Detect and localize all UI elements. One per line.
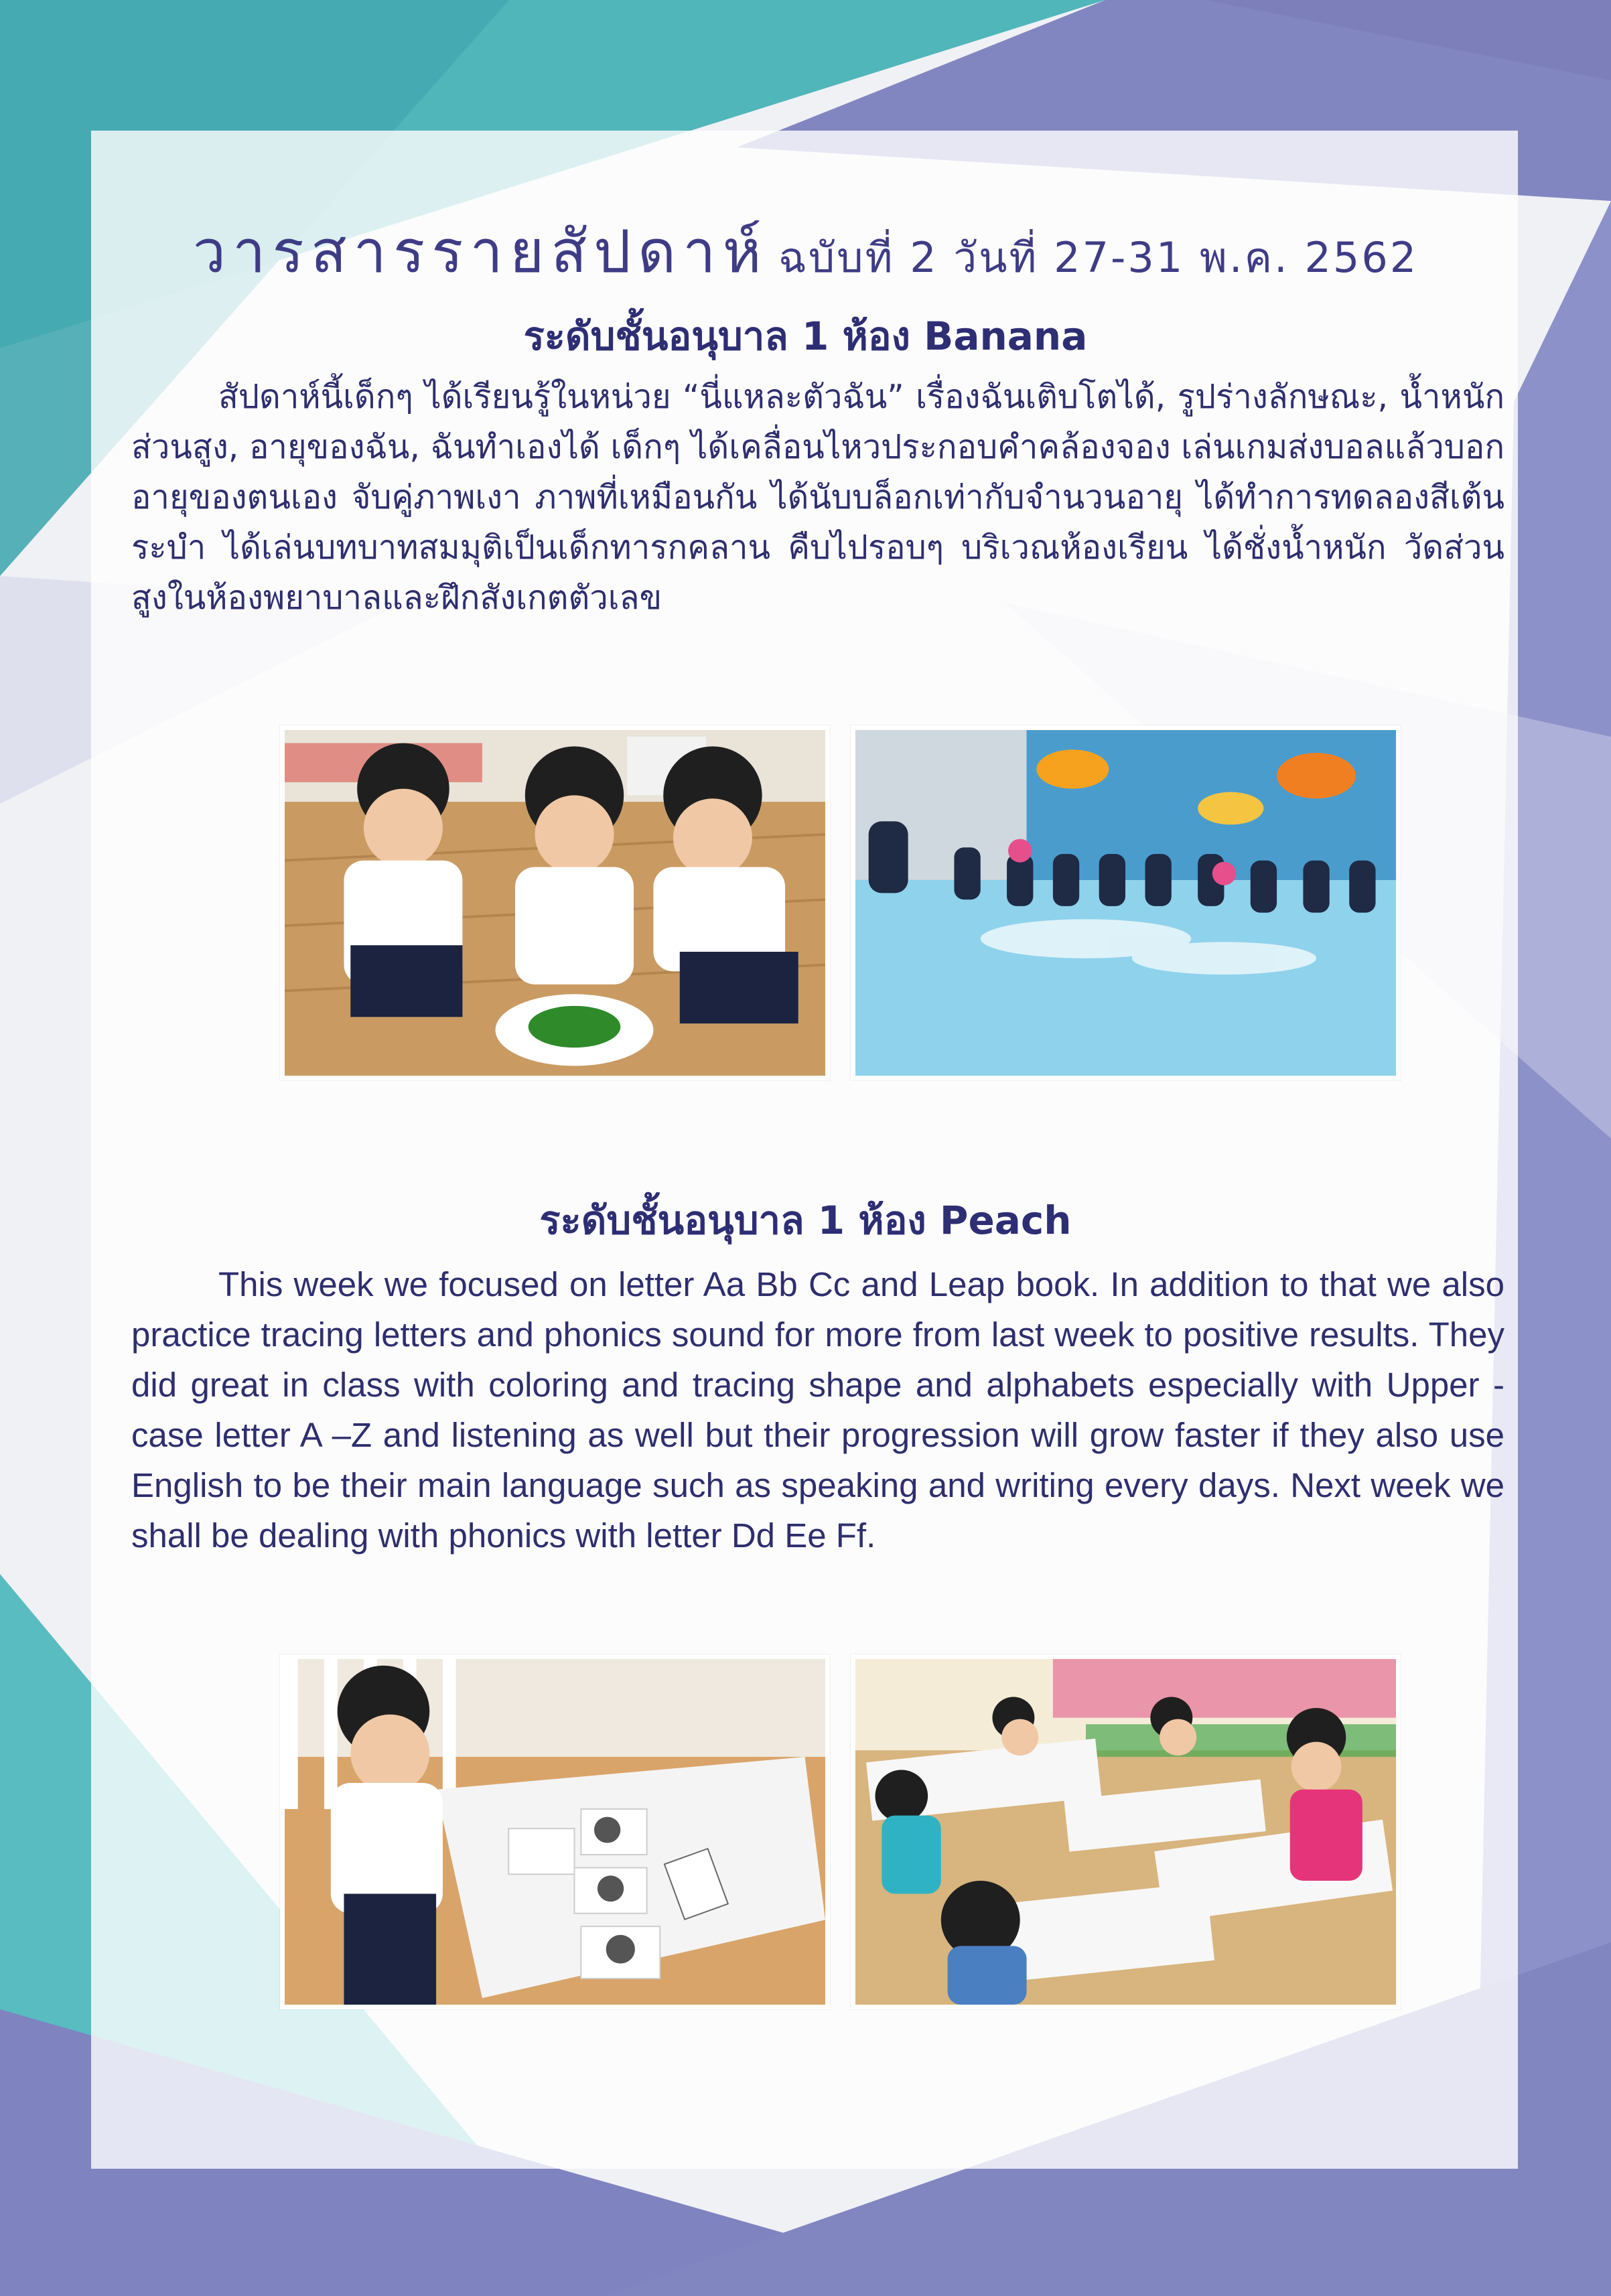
section-heading-banana: ระดับชั้นอนุบาล 1 ห้อง Banana bbox=[523, 313, 1088, 359]
photo-shadow-matching bbox=[280, 1654, 830, 2009]
masthead bbox=[0, 204, 1611, 298]
peach-paragraph: This week we focused on letter Aa Bb Cc and Leap book. In addition to that we also practice tracing letters and phonics sound for more from last week to positive results. They did great in class with coloring and tracing shape and alphabets especially with Upper - case letter A –Z and listening as well but their progression will grow faster if they also use English to be their main language such as speaking and writing every days. Next week we shall be dealing with phonics with letter Dd Ee Ff. bbox=[131, 1265, 1504, 1555]
photo-color-experiment bbox=[280, 725, 830, 1080]
section-heading-peach: ระดับชั้นอนุบาล 1 ห้อง Peach bbox=[539, 1198, 1072, 1243]
section-text-banana bbox=[131, 372, 1504, 623]
section-text-peach bbox=[131, 1259, 1504, 1561]
issue-date: ฉบับที่ 2 วันที่ 27-31 พ.ค. 2562 bbox=[778, 233, 1419, 282]
photo-classroom-reading bbox=[851, 1654, 1401, 2009]
banana-paragraph: สัปดาห์นี้เด็กๆ ได้เรียนรู้ในหน่วย “นี่แหละตัวฉัน” เรื่องฉันเติบโตได้, รูปร่างลักษณะ, น้ำหนักส่วนสูง, อายุของฉัน, ฉันทำเองได้ เด็กๆ ได้เคลื่อนไหวประกอบคำคล้องจอง เล่นเกมส่งบอลแล้วบอกอายุของตนเอง จับคู่ภาพเงา ภาพที่เหมือนกัน ได้นับบล็อกเท่ากับจำนวนอายุ ได้ทำการทดลองสีเต้นระบำ ได้เล่นบทบาทสมมุติเป็นเด็กทารกคลาน คืบไปรอบๆ บริเวณห้องเรียน ได้ชั่งน้ำหนัก วัดส่วนสูงในห้องพยาบาลและฝึกสังเกตตัวเลข bbox=[131, 378, 1504, 617]
newsletter-title: วารสารรายสัปดาห์ bbox=[192, 217, 768, 286]
photo-swimming-pool bbox=[851, 725, 1401, 1080]
